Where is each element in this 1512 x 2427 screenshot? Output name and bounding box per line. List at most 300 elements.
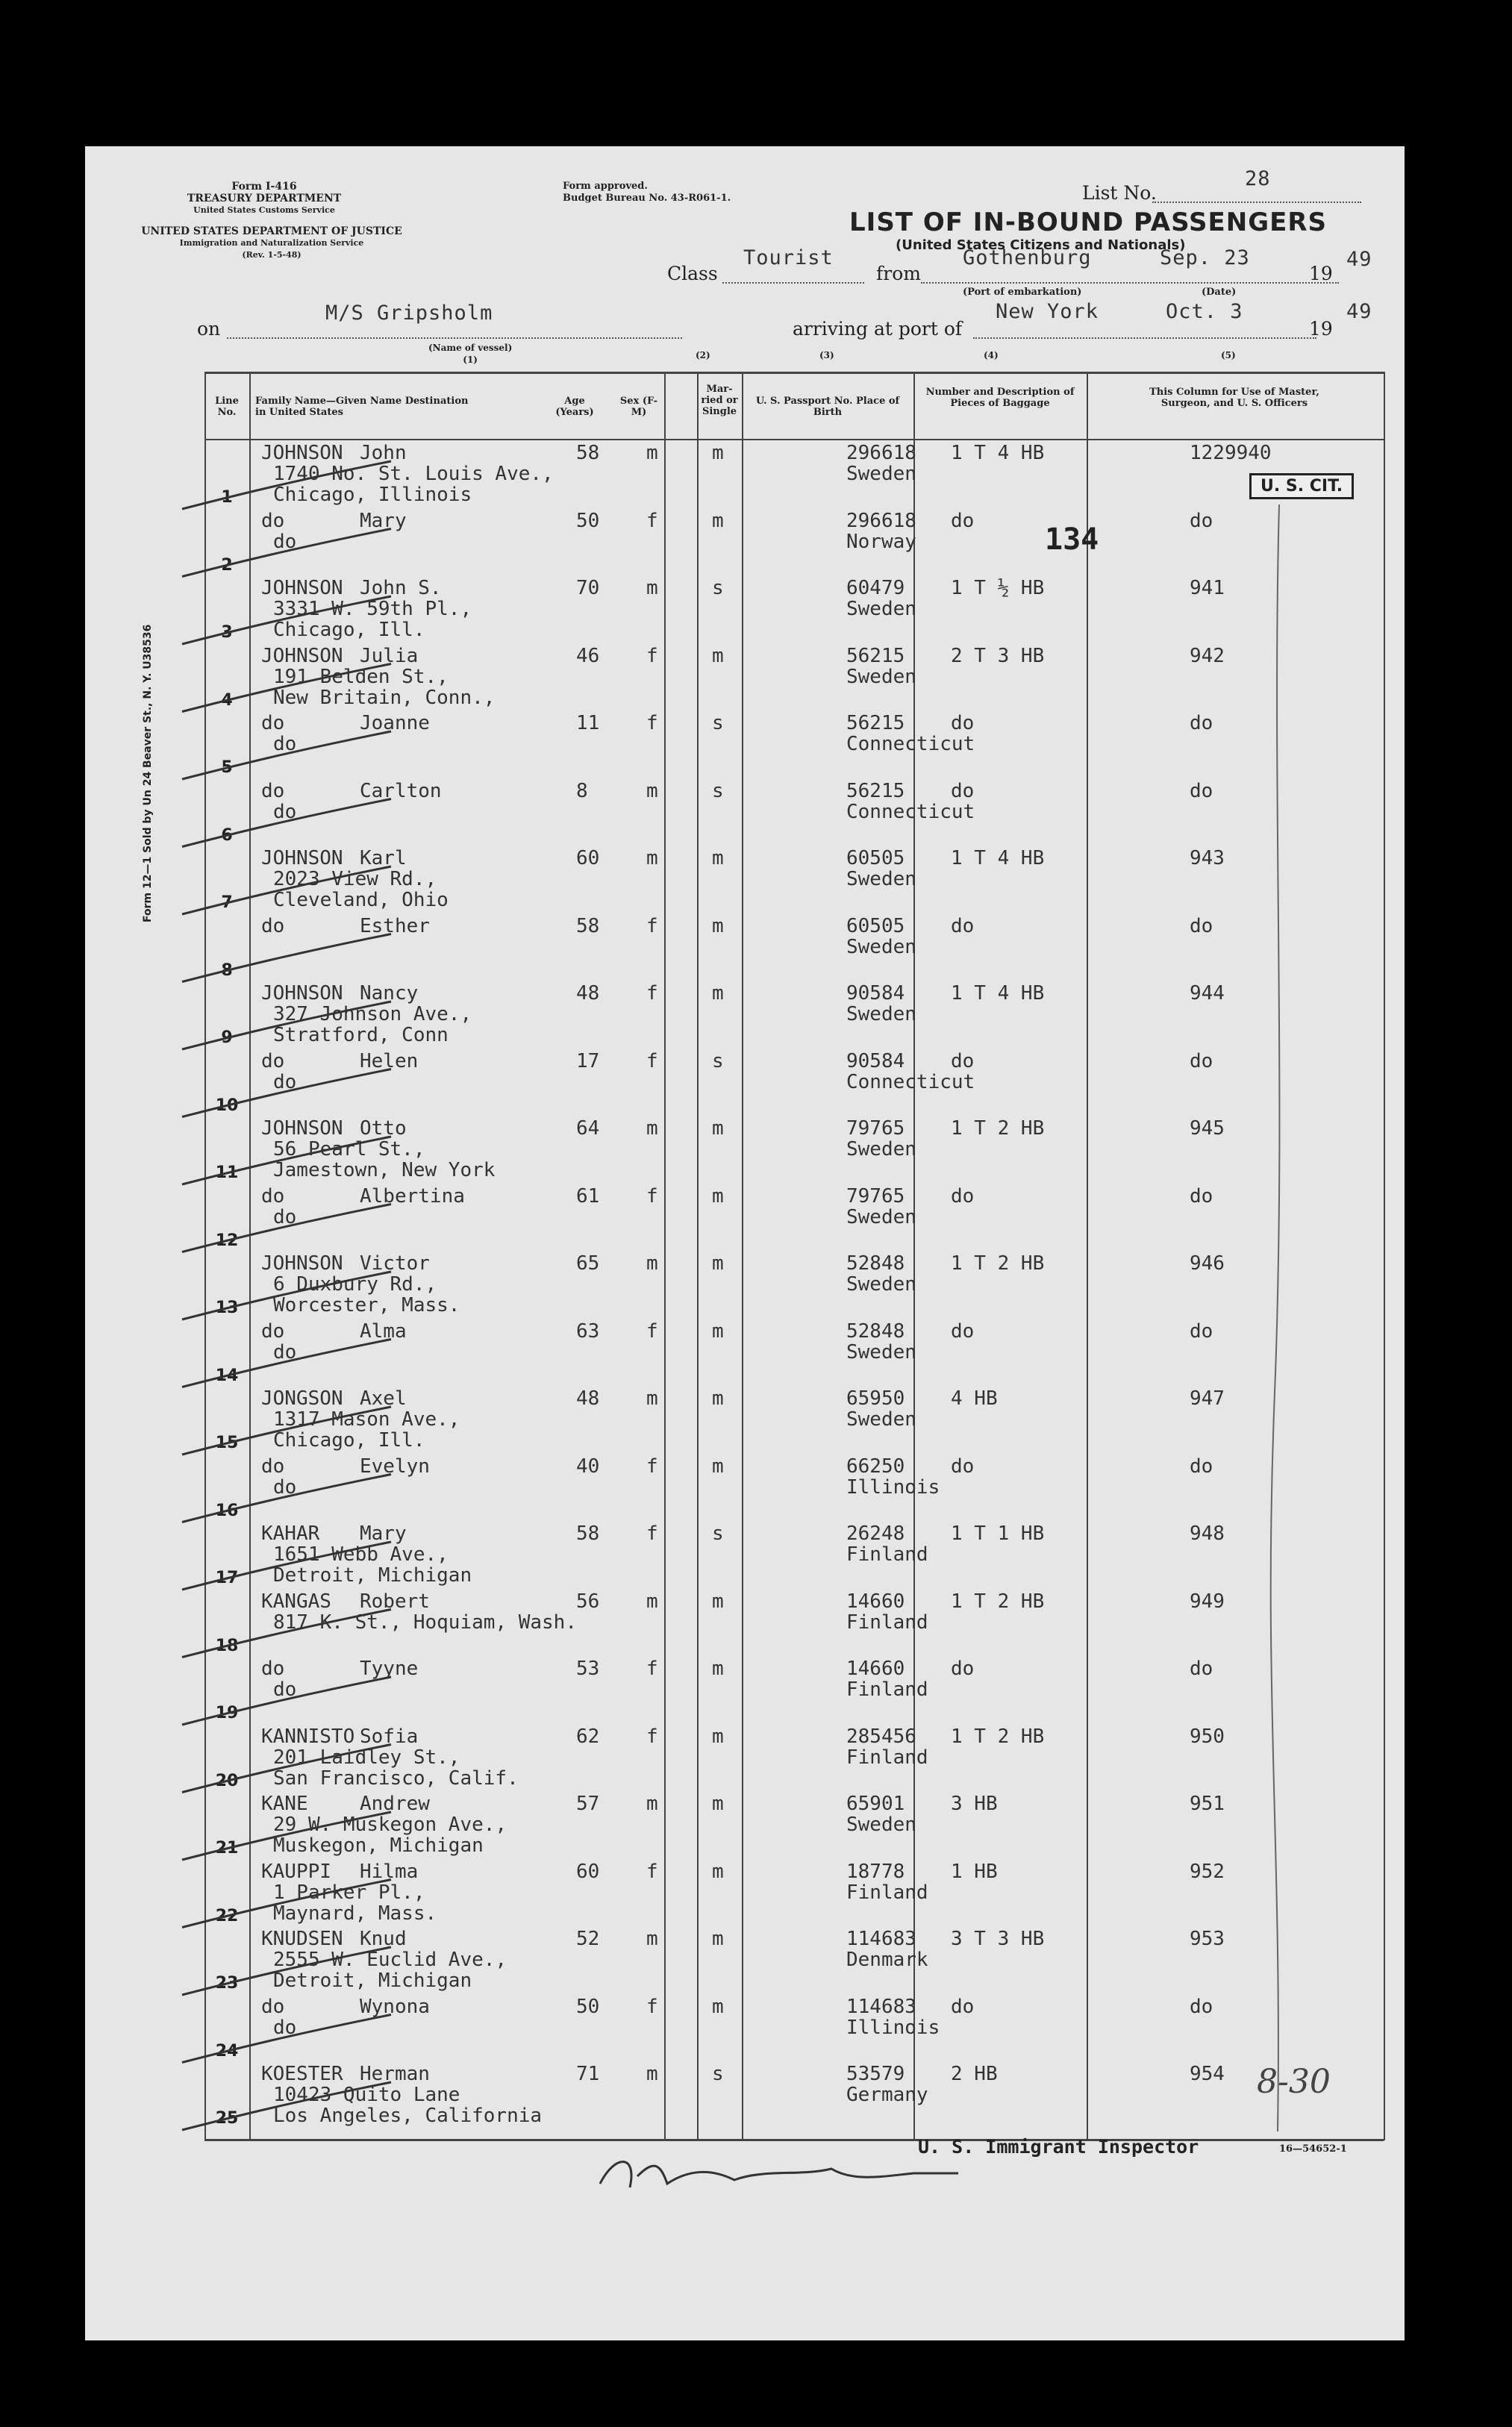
baggage: 1 T 2 HB (951, 1252, 1045, 1275)
line-number: 19 (215, 1704, 239, 1722)
marital-status: m (712, 1725, 724, 1748)
address-line-1: 10423 Quito Lane (273, 2084, 460, 2106)
marital-status: m (712, 847, 724, 869)
marital-status: s (712, 779, 724, 802)
passport-no: 14660 (846, 1590, 905, 1613)
pen-check-mark (182, 461, 391, 509)
age: 60 (576, 1860, 600, 1883)
signature-text (682, 2151, 687, 2152)
given-name: Esther (360, 914, 430, 937)
marital-status: m (712, 1455, 724, 1478)
officer-note: 947 (1190, 1387, 1225, 1410)
passport-no: 14660 (846, 1658, 905, 1680)
arrival-port: New York (996, 300, 1099, 323)
sex: m (646, 1590, 658, 1613)
address-line-2: Chicago, Ill. (273, 619, 425, 641)
age: 57 (576, 1793, 600, 1815)
inspector-label: U. S. Immigrant Inspector (918, 2136, 1199, 2158)
given-name: Albertina (360, 1184, 465, 1208)
line-number: 22 (215, 1906, 239, 1925)
list-subtitle: (United States Citizens and Nationals) (896, 237, 1186, 253)
address-line-2: Detroit, Michigan (273, 1970, 472, 1992)
officer-note: 954 (1190, 2063, 1225, 2085)
sex: f (646, 982, 658, 1005)
printer-side-text: Form 12—1 Sold by Un 24 Beaver St., N. Y. U38536 (142, 624, 154, 922)
pen-check-mark (182, 1137, 391, 1184)
form-header-left (175, 181, 354, 216)
age: 53 (576, 1658, 600, 1680)
passport-no: 285456 (846, 1725, 916, 1748)
given-name: Joanne (360, 712, 430, 734)
birth-place: Illinois (846, 2016, 940, 2039)
given-name: Julia (360, 644, 419, 667)
passport-no: 296618 (846, 509, 916, 532)
address-line-2: Cleveland, Ohio (273, 889, 449, 911)
address-line-2: Chicago, Illinois (273, 484, 472, 506)
address-line-2: Maynard, Mass. (273, 1902, 437, 1925)
vessel-line (227, 337, 682, 339)
family-name: do (261, 1049, 285, 1072)
sex: m (646, 1387, 658, 1410)
birth-place: Finland (846, 1881, 928, 1904)
birth-place: Sweden (846, 1138, 916, 1161)
header-age: Age (Years) (555, 396, 594, 418)
us-citizen-stamp: U. S. CIT. (1249, 473, 1354, 499)
family-name: do (261, 712, 285, 734)
baggage: do (951, 1455, 975, 1478)
officer-note: 950 (1190, 1725, 1225, 1748)
line-number: 15 (215, 1434, 239, 1452)
family-name: JOHNSON (261, 982, 343, 1005)
customs-service: United States Customs Service (193, 205, 335, 215)
form-number: Form I-416 (231, 181, 297, 193)
family-name: KAHAR (261, 1522, 320, 1545)
given-name: Nancy (360, 982, 419, 1005)
sex: f (646, 1184, 658, 1208)
baggage: 3 HB (951, 1793, 998, 1815)
officer-note: 944 (1190, 982, 1225, 1005)
line-number: 23 (215, 1974, 239, 1993)
baggage: do (951, 1658, 975, 1680)
from-label: from (876, 263, 921, 284)
baggage: 1 HB (951, 1860, 998, 1883)
given-name: Herman (360, 2063, 430, 2085)
line-number: 9 (221, 1028, 233, 1047)
passport-no: 296618 (846, 442, 916, 464)
marital-status: m (712, 1658, 724, 1680)
sex: m (646, 2063, 658, 2085)
family-name: KANE (261, 1793, 308, 1815)
birth-place: Finland (846, 1678, 928, 1701)
baggage: do (951, 1184, 975, 1208)
passport-no: 114683 (846, 1995, 916, 2018)
header-officers: This Column for Use of Master, Surgeon, and U. S. Officers (1149, 387, 1319, 409)
family-name: KANNISTO (261, 1725, 355, 1748)
family-name: KNUDSEN (261, 1928, 343, 1950)
corner-mark: 8-30 (1257, 2063, 1331, 2101)
pen-vertical-line (1264, 497, 1294, 2139)
address-line-1: 56 Pearl St., (273, 1138, 425, 1161)
passport-no: 60479 (846, 577, 905, 599)
age: 50 (576, 509, 600, 532)
passport-no: 26248 (846, 1522, 905, 1545)
pen-check-mark (182, 1812, 391, 1860)
sex: m (646, 847, 658, 869)
officer-note: 952 (1190, 1860, 1225, 1883)
line-number: 18 (215, 1636, 239, 1655)
header-married: Mar-ried or Single (701, 384, 738, 417)
birth-place: Illinois (846, 1475, 940, 1499)
sex: f (646, 1860, 658, 1883)
family-name: KANGAS (261, 1590, 331, 1613)
revision: (Rev. 1-5-48) (242, 250, 302, 260)
col-num-5: (5) (1221, 350, 1236, 360)
marital-status: m (712, 509, 724, 532)
address-line-1: 201 Laidley St., (273, 1746, 460, 1769)
vessel-caption-text: (Name of vessel) (428, 343, 513, 353)
address-line-2: Muskegon, Michigan (273, 1834, 484, 1857)
birth-place: Sweden (846, 1003, 916, 1025)
marital-status: m (712, 982, 724, 1005)
col-line (1384, 372, 1385, 2140)
sex: m (646, 1928, 658, 1950)
address-line-2: Jamestown, New York (273, 1159, 496, 1181)
sex: f (646, 1455, 658, 1478)
pen-check-mark (182, 2015, 391, 2063)
given-name: Otto (360, 1117, 407, 1140)
address-line-1: 6 Duxbury Rd., (273, 1273, 437, 1296)
pen-check-mark (182, 1880, 391, 1928)
pen-check-mark (182, 1610, 391, 1658)
age: 8 (576, 779, 588, 802)
year-prefix-1: 19 (1309, 263, 1333, 284)
age: 58 (576, 914, 600, 937)
passport-no: 60505 (846, 914, 905, 937)
date-sailed: Sep. 23 (1160, 246, 1250, 269)
vessel-caption-num: (1) (463, 354, 478, 365)
arrival-date: Oct. 3 (1166, 300, 1243, 323)
family-name: do (261, 1184, 285, 1208)
given-name: Wynona (360, 1995, 430, 2018)
baggage: 1 T 2 HB (951, 1117, 1045, 1140)
year-prefix-2: 19 (1309, 318, 1333, 340)
line-number: 2 (221, 555, 233, 575)
sex: f (646, 712, 658, 734)
pen-check-marks (175, 439, 413, 2230)
date-caption: (Date) (1202, 287, 1237, 298)
baggage: 1 T 2 HB (951, 1725, 1045, 1748)
baggage: 4 HB (951, 1387, 998, 1410)
family-name: do (261, 1455, 285, 1478)
baggage: 2 T 3 HB (951, 644, 1045, 667)
pen-check-mark (182, 664, 391, 712)
birth-place: Sweden (846, 935, 916, 958)
vessel-caption (428, 342, 512, 366)
birth-place: Finland (846, 1543, 928, 1566)
baggage: 1 T ½ HB (951, 577, 1045, 599)
form-approved (563, 181, 731, 204)
birth-place: Sweden (846, 1273, 916, 1296)
baggage: do (951, 779, 975, 802)
birth-place: Sweden (846, 1205, 916, 1228)
col-num-4: (4) (984, 350, 999, 360)
marital-status: s (712, 2063, 724, 2085)
age: 64 (576, 1117, 600, 1140)
birth-place: Sweden (846, 1408, 916, 1431)
officer-note: 941 (1190, 577, 1225, 599)
family-name: do (261, 779, 285, 802)
address-line-1: 1740 No. St. Louis Ave., (273, 463, 554, 485)
age: 60 (576, 847, 600, 869)
header-name: Family Name—Given Name Destination in United States (255, 396, 469, 418)
passport-no: 56215 (846, 779, 905, 802)
list-no-line (1152, 202, 1361, 203)
pen-check-mark (182, 596, 391, 644)
family-name: JONGSON (261, 1387, 343, 1410)
address-line-1: 3331 W. 59th Pl., (273, 598, 472, 620)
given-name: Tyyne (360, 1658, 419, 1680)
birth-place: Sweden (846, 1340, 916, 1364)
line-number: 10 (215, 1096, 239, 1115)
age: 61 (576, 1184, 600, 1208)
passport-no: 52848 (846, 1252, 905, 1275)
officer-note: do (1190, 779, 1213, 802)
pen-check-mark (182, 799, 391, 847)
address-line-1: 2555 W. Euclid Ave., (273, 1949, 507, 1971)
marital-status: m (712, 644, 724, 667)
col-num-2: (2) (696, 350, 710, 360)
address-line-1: 1 Parker Pl., (273, 1881, 425, 1904)
line-number: 21 (215, 1839, 239, 1858)
given-name: Knud (360, 1928, 407, 1950)
officer-note: 946 (1190, 1252, 1225, 1275)
birth-place: Sweden (846, 665, 916, 688)
pen-check-mark (182, 1475, 391, 1522)
birth-place: Finland (846, 1746, 928, 1769)
justice-dept: UNITED STATES DEPARTMENT OF JUSTICE (141, 225, 402, 237)
passport-no: 90584 (846, 1049, 905, 1072)
passport-no: 79765 (846, 1117, 905, 1140)
sex: f (646, 1319, 658, 1343)
passport-no: 79765 (846, 1184, 905, 1208)
family-name: JOHNSON (261, 442, 343, 464)
given-name: Robert (360, 1590, 430, 1613)
pen-check-mark (182, 1002, 391, 1049)
header-sex: Sex (F-M) (619, 396, 658, 418)
given-name: John S. (360, 577, 442, 599)
address-line-1: 29 W. Muskegon Ave., (273, 1814, 507, 1836)
baggage: do (951, 1319, 975, 1343)
pen-check-mark (182, 1745, 391, 1793)
port-embarkation: Gothenburg (963, 246, 1092, 269)
sex: f (646, 1995, 658, 2018)
sex: f (646, 914, 658, 937)
officer-note: do (1190, 1049, 1213, 1072)
marital-status: m (712, 1319, 724, 1343)
passenger-list-page (85, 146, 1405, 2340)
sex: f (646, 1658, 658, 1680)
line-number: 12 (215, 1231, 239, 1250)
line-number: 5 (221, 758, 233, 777)
class-value: Tourist (743, 246, 834, 269)
birth-place: Sweden (846, 1814, 916, 1836)
pen-check-mark (182, 866, 391, 914)
pen-check-mark (182, 1542, 391, 1590)
marital-status: s (712, 577, 724, 599)
line-number: 11 (215, 1163, 239, 1182)
officer-note: 951 (1190, 1793, 1225, 1815)
arriving-label: arriving at port of (793, 318, 963, 340)
marital-status: s (712, 1049, 724, 1072)
age: 56 (576, 1590, 600, 1613)
footer-code: 16—54652-1 (1279, 2143, 1347, 2155)
address-line-1: do (273, 1678, 297, 1701)
vessel-name: M/S Gripsholm (325, 302, 493, 325)
line-number: 8 (221, 961, 233, 980)
on-label: on (197, 318, 221, 340)
baggage: do (951, 509, 975, 532)
address-line-1: do (273, 800, 297, 823)
pen-check-mark (182, 1205, 391, 1252)
officer-note: do (1190, 1995, 1213, 2018)
line-number: 7 (221, 893, 233, 912)
given-name: John (360, 442, 407, 464)
birth-place: Connecticut (846, 733, 975, 755)
justice-header (93, 225, 451, 261)
table-top (204, 372, 1384, 374)
header-passport: U. S. Passport No. Place of Birth (755, 396, 900, 418)
family-name: KAUPPI (261, 1860, 331, 1883)
sex: m (646, 1252, 658, 1275)
passport-no: 52848 (846, 1319, 905, 1343)
class-line (722, 282, 864, 284)
address-line-2: Stratford, Conn (273, 1024, 449, 1046)
pen-check-mark (182, 529, 391, 577)
sex: m (646, 577, 658, 599)
age: 71 (576, 2063, 600, 2085)
age: 52 (576, 1928, 600, 1950)
passport-no: 53579 (846, 2063, 905, 2085)
pen-check-mark (182, 1340, 391, 1387)
age: 70 (576, 577, 600, 599)
marital-status: m (712, 1995, 724, 2018)
budget-text: Budget Bureau No. 43-R061-1. (563, 193, 731, 204)
officer-note: 948 (1190, 1522, 1225, 1545)
treasury-dept: TREASURY DEPARTMENT (187, 193, 342, 204)
officer-note: 953 (1190, 1928, 1225, 1950)
age: 11 (576, 712, 600, 734)
passport-no: 114683 (846, 1928, 916, 1950)
officer-note: do (1190, 914, 1213, 937)
passport-no: 56215 (846, 644, 905, 667)
officer-note: 943 (1190, 847, 1225, 869)
officer-note: do (1190, 1455, 1213, 1478)
baggage: 1 T 4 HB (951, 442, 1045, 464)
baggage: 1 T 2 HB (951, 1590, 1045, 1613)
address-line-1: do (273, 1475, 297, 1499)
passport-no: 66250 (846, 1455, 905, 1478)
given-name: Helen (360, 1049, 419, 1072)
baggage: do (951, 1995, 975, 2018)
birth-place: Sweden (846, 868, 916, 890)
address-line-2: New Britain, Conn., (273, 686, 496, 709)
pen-check-mark (182, 1677, 391, 1725)
family-name: do (261, 1319, 285, 1343)
given-name: Axel (360, 1387, 407, 1410)
age: 50 (576, 1995, 600, 2018)
sex: m (646, 1117, 658, 1140)
marital-status: m (712, 914, 724, 937)
age: 46 (576, 644, 600, 667)
address-line-1: do (273, 530, 297, 553)
age: 40 (576, 1455, 600, 1478)
marital-status: m (712, 1860, 724, 1883)
birth-place: Finland (846, 1611, 928, 1634)
baggage: do (951, 1049, 975, 1072)
pen-check-mark (182, 1069, 391, 1117)
line-number: 20 (215, 1771, 239, 1790)
family-name: JOHNSON (261, 1252, 343, 1275)
baggage: do (951, 914, 975, 937)
arrival-line (973, 337, 1316, 339)
sex: m (646, 1793, 658, 1815)
given-name: Hilma (360, 1860, 419, 1883)
line-number: 24 (215, 2041, 239, 2061)
line-number: 25 (215, 2109, 239, 2128)
list-no-label: List No. (1082, 182, 1157, 204)
given-name: Alma (360, 1319, 407, 1343)
age: 63 (576, 1319, 600, 1343)
year-arrived: 49 (1346, 300, 1372, 323)
passport-no: 56215 (846, 712, 905, 734)
address-line-1: 327 Johnson Ave., (273, 1003, 472, 1025)
address-line-2: Chicago, Ill. (273, 1429, 425, 1452)
port-caption: (Port of embarkation) (963, 287, 1082, 298)
marital-status: m (712, 442, 724, 464)
sex: m (646, 442, 658, 464)
birth-place: Connecticut (846, 800, 975, 823)
family-name: JOHNSON (261, 1117, 343, 1140)
officer-note: do (1190, 1184, 1213, 1208)
family-name: do (261, 914, 285, 937)
given-name: Andrew (360, 1793, 430, 1815)
address-line-1: 1651 Webb Ave., (273, 1543, 449, 1566)
age: 48 (576, 982, 600, 1005)
sex: f (646, 1049, 658, 1072)
address-line-1: do (273, 1205, 297, 1228)
given-name: Mary (360, 509, 407, 532)
officer-note: 945 (1190, 1117, 1225, 1140)
officer-note: do (1190, 1319, 1213, 1343)
address-line-1: 817 K. St., Hoquiam, Wash. (273, 1611, 577, 1634)
passport-no: 65950 (846, 1387, 905, 1410)
officer-note: 942 (1190, 644, 1225, 667)
baggage: 2 HB (951, 2063, 998, 2085)
family-name: KOESTER (261, 2063, 343, 2085)
address-line-1: do (273, 2016, 297, 2039)
given-name: Carlton (360, 779, 442, 802)
line-number: 6 (221, 825, 233, 845)
family-name: do (261, 1995, 285, 2018)
baggage: 1 T 4 HB (951, 982, 1045, 1005)
pen-check-mark (182, 731, 391, 779)
address-line-1: 191 Belden St., (273, 665, 449, 688)
handwritten-number: 134 (1045, 522, 1099, 557)
baggage: 1 T 4 HB (951, 847, 1045, 869)
line-number: 16 (215, 1501, 239, 1520)
list-no-value: 28 (1245, 167, 1271, 190)
family-name: do (261, 509, 285, 532)
